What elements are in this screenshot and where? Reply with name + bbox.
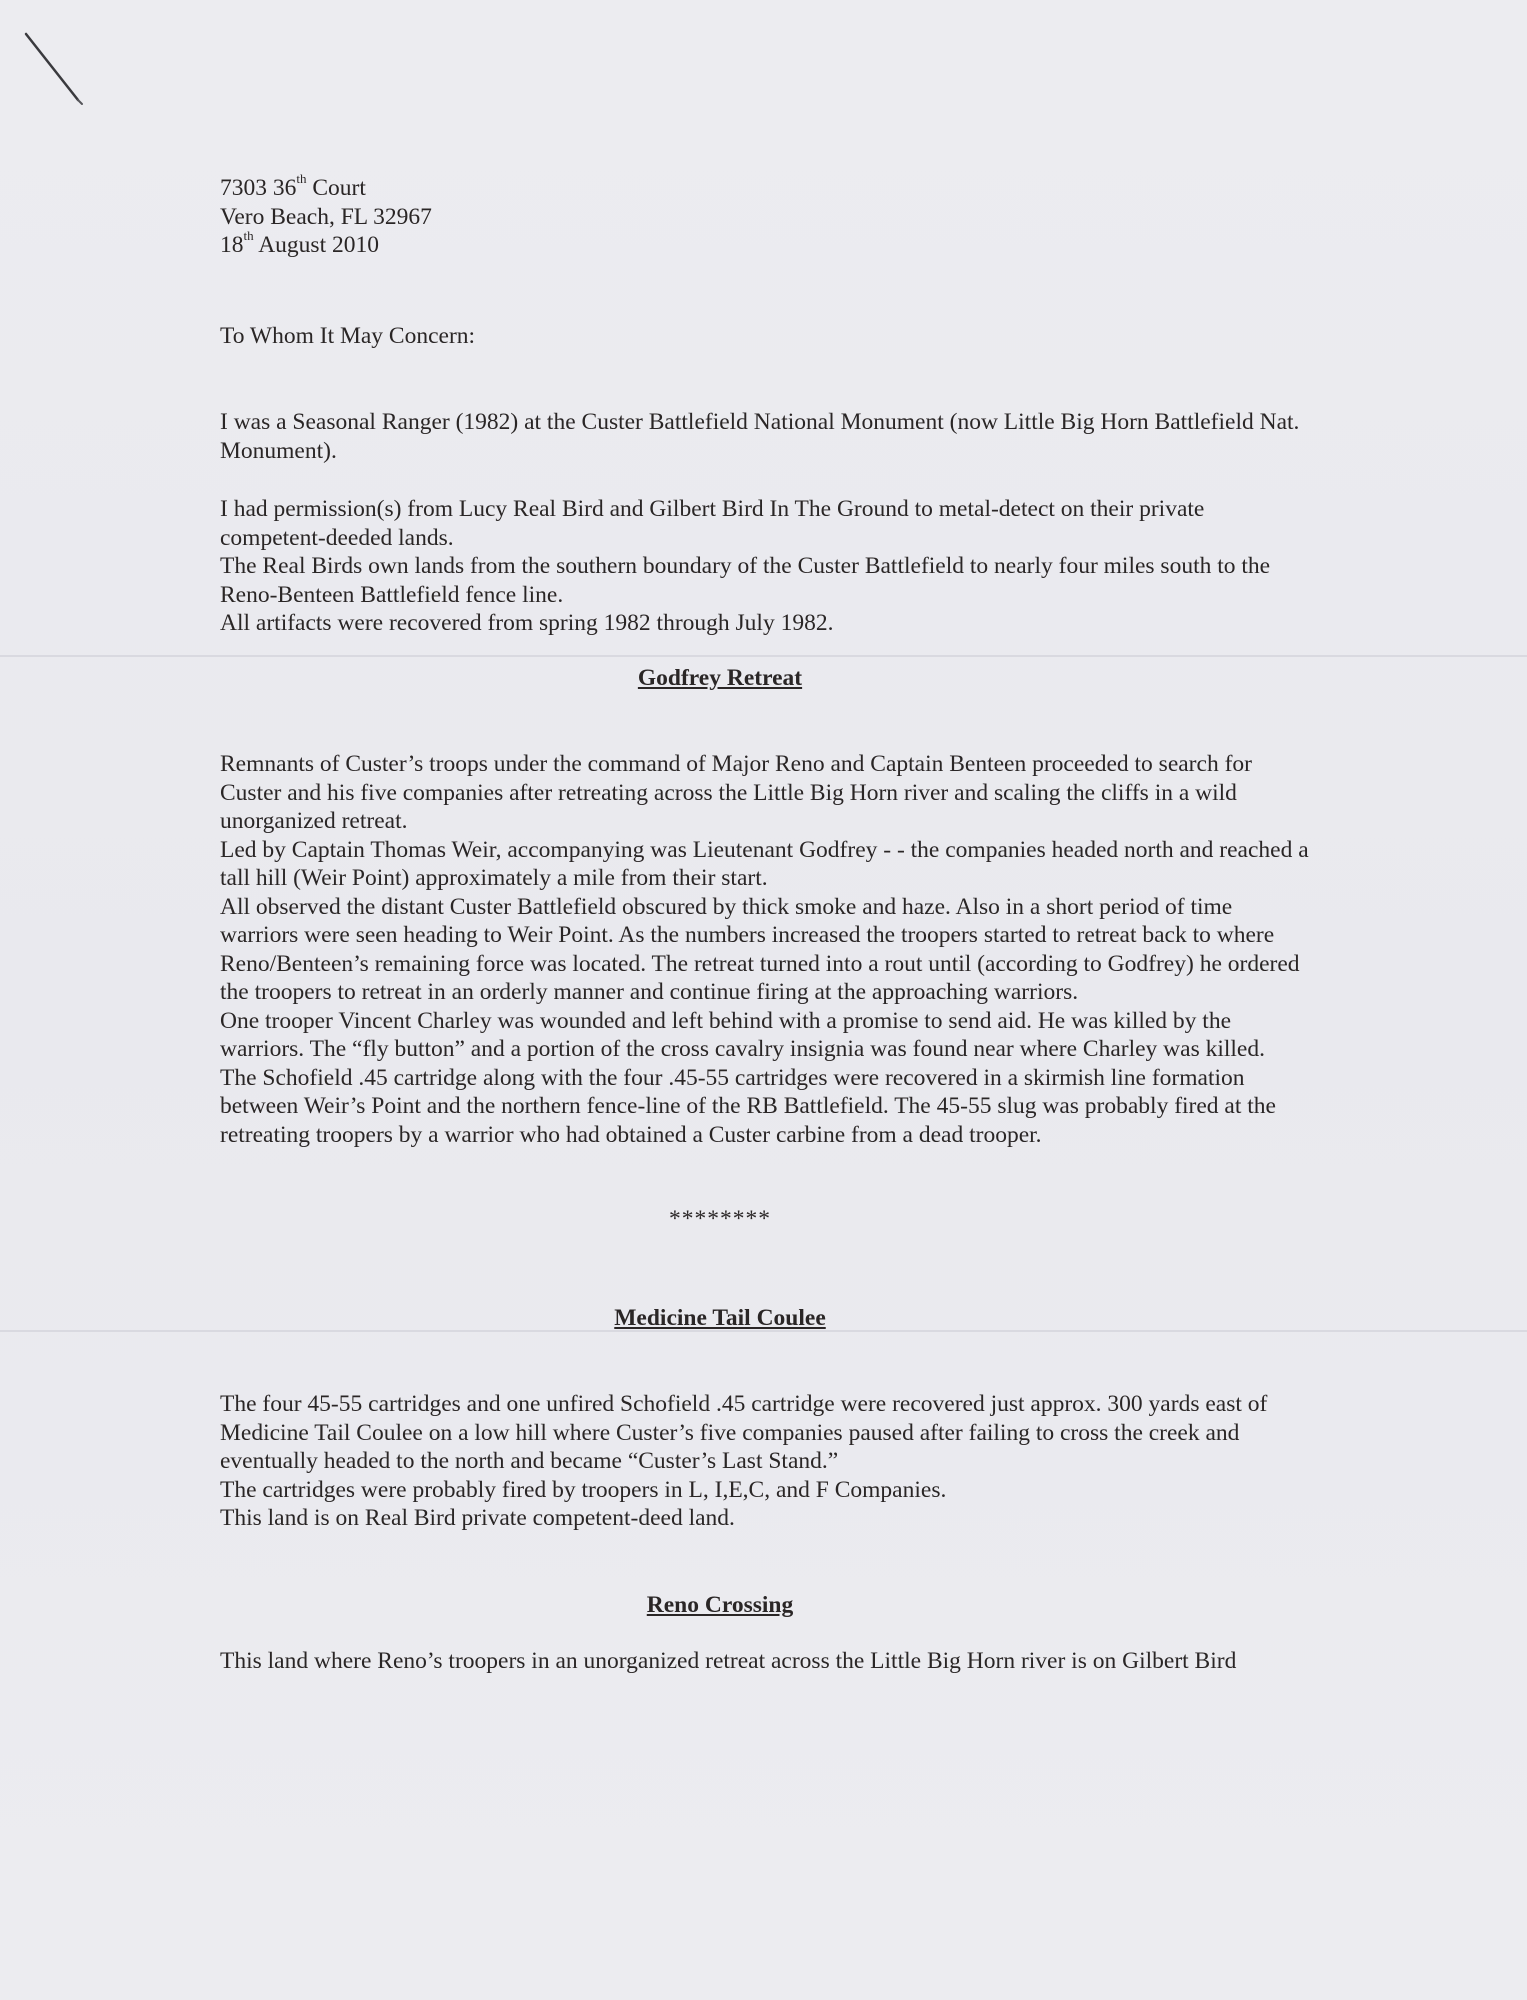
- godfrey-paragraph: The Schofield .45 cartridge along with the four .45-55 cartridges were recovered in a skirmish line formation between Weir’s Point and the northern fence-line of the RB Battlefield. The 45-55 slug was probably fired at the retreating troopers by a warrior who had obtained a Custer carbine from a dead trooper.: [220, 1064, 1276, 1148]
- section-heading-godfrey: Godfrey Retreat: [637, 664, 803, 691]
- medicine-paragraph: The cartridges were probably fired by troopers in L, I,E,C, and F Companies.: [220, 1476, 947, 1503]
- salutation: To Whom It May Concern:: [220, 322, 476, 349]
- section-heading-reno: Reno Crossing: [646, 1591, 794, 1618]
- letter-body: [220, 171, 1310, 1676]
- intro-paragraph: The Real Birds own lands from the southern boundary of the Custer Battlefield to nearly four miles south to the Reno-Benteen Battlefield fence line.: [220, 553, 1271, 608]
- staple-mark: [18, 30, 88, 110]
- reno-paragraph: This land where Reno’s troopers in an unorganized retreat across the Little Big Horn river is on Gilbert Bird: [220, 1648, 1237, 1674]
- medicine-section: [220, 1390, 1310, 1533]
- intro-paragraph: All artifacts were recovered from spring 1982 through July 1982.: [220, 610, 834, 636]
- city-line: Vero Beach, FL 32967: [220, 203, 432, 230]
- date-line: 18th August 2010: [220, 228, 379, 258]
- godfrey-paragraph: Led by Captain Thomas Weir, accompanying was Lieutenant Godfrey - - the companies headed north and reached a tall hill (Weir Point) approximately a mile from their start.: [220, 836, 1309, 891]
- medicine-paragraph: The four 45-55 cartridges and one unfired Schofield .45 cartridge were recovered just approx. 300 yards east of Medicine Tail Coulee on a low hill where Custer’s five companies paused after failing to cross the creek and eventually headed to the north and became “Custer’s Last Stand.”: [220, 1391, 1268, 1474]
- intro-block-2: [220, 495, 1310, 638]
- intro-paragraph: I had permission(s) from Lucy Real Bird and Gilbert Bird In The Ground to metal-detect on their private competent-deeded lands.: [220, 496, 1205, 551]
- godfrey-paragraph: One trooper Vincent Charley was wounded and left behind with a promise to send aid. He was killed by the warriors. The “fly button” and a portion of the cross cavalry insignia was found near where Charley was killed.: [220, 1007, 1265, 1062]
- section-separator: ********: [669, 1206, 771, 1232]
- medicine-paragraph: This land is on Real Bird private competent-deed land.: [220, 1505, 735, 1531]
- street-line: 7303 36th Court: [220, 171, 366, 201]
- godfrey-paragraph: Remnants of Custer’s troops under the command of Major Reno and Captain Benteen proceeded to search for Custer and his five companies after retreating across the Little Big Horn river and scaling the cliffs in a wild unorganized retreat.: [220, 751, 1252, 834]
- intro-paragraph: I was a Seasonal Ranger (1982) at the Custer Battlefield National Monument (now Little Big Horn Battlefield Nat. Monument).: [220, 409, 1300, 464]
- sender-address: [220, 171, 1310, 260]
- reno-section: [220, 1647, 1310, 1676]
- section-heading-medicine: Medicine Tail Coulee: [614, 1304, 826, 1331]
- intro-block: [220, 408, 1310, 465]
- godfrey-paragraph: All observed the distant Custer Battlefield obscured by thick smoke and haze. Also in a short period of time warriors were seen heading to Weir Point. As the numbers increased the troopers started to retreat back to where Reno/Benteen’s remaining force was located. The retreat turned into a rout until (according to Godfrey) he ordered the troopers to retreat in an orderly manner and continue firing at the approaching warriors.: [220, 893, 1300, 1005]
- godfrey-section: [220, 750, 1310, 1149]
